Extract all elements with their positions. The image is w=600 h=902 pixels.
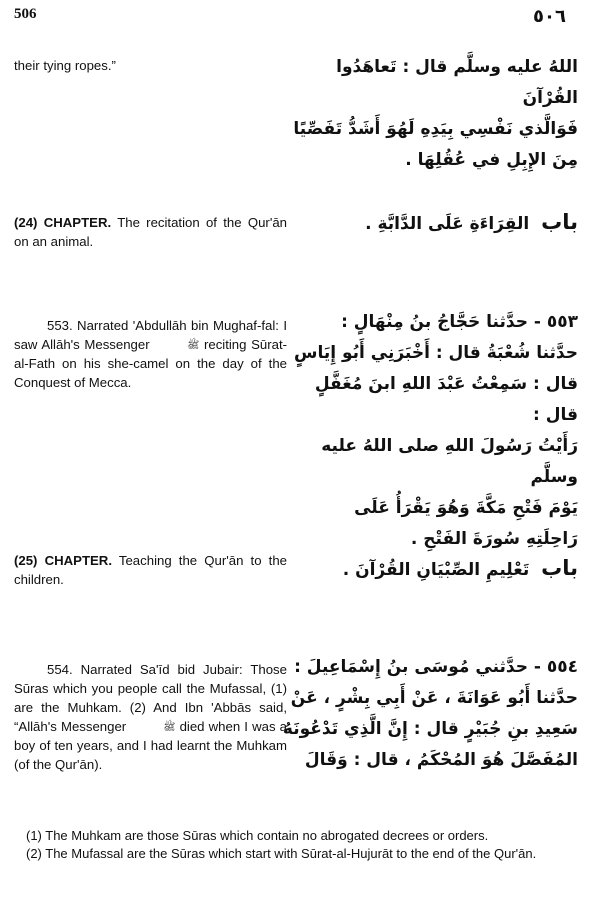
chapter-24-heading [14,213,287,251]
hadith-553-english [14,316,287,392]
hadith-text: died when I was a boy of ten years, and I had learnt the Muhkam (of the Qur'ān). [14,719,287,772]
arabic-line: يَوْمَ فَتْحِ مَكَّةَ وَهُوَ يَقْرَأُ عَلَى [354,498,578,518]
page-number-english: 506 [14,6,37,22]
arabic-line: اللهُ عليه وسلَّم قال : تَعاهَدُوا القُرْآنَ [336,57,578,108]
hadith-554-english [14,660,287,774]
footnotes [26,827,586,863]
chapter-label: (25) CHAPTER. [14,553,112,568]
salutation-glyph: ﷺ [187,339,200,351]
arabic-line: تَعْلِيمِ الصِّبْيَانِ القُرْآنَ . [342,560,530,580]
arabic-line: القِرَاءَةِ عَلَى الدَّابَّةِ . [365,214,530,234]
arabic-continuation [278,52,578,176]
chapter-title: Teaching the Qur'ān to the children. [14,553,287,587]
arabic-line: فَوَالَّذي نَفْسِي بِيَدِهِ لَهُوَ أَشَدُّ تَفَصِّيًا [293,119,578,139]
arabic-chapter-25 [278,553,578,586]
footnote: (1) The Muhkam are those Sūras which contain no abrogated decrees or orders. [26,828,489,843]
arabic-bab: باب [541,210,578,234]
arabic-line: رَأَيْتُ رَسُولَ اللهِ صلى اللهُ عليه وسلَّم [321,436,578,487]
arabic-line: مِنَ الإِبِلِ في عُقُلِهَا . [405,150,578,170]
english-text: their tying ropes.” [14,58,116,73]
arabic-line: رَاحِلَتِهِ سُورَةَ الفَتْحِ . [410,529,578,549]
hadith-text: 553. Narrated 'Abdullāh bin Mughaf-fal: I saw Allāh's Messenger [14,318,287,352]
hadith-text: 554. Narrated Sa'īd bid Jubair: Those Sūras which you people call the Mufassal, (1) are the Muhkam. (2) And Ibn 'Abbās said, “Allāh's Messenger [14,662,287,734]
page-number-arabic: ٥٠٦ [533,6,566,27]
hadith-text: reciting Sūrat-al-Fath on his she-camel on the day of the Conquest of Mecca. [14,337,288,390]
footnote: (2) The Mufassal are the Sūras which start with Sūrat-al-Hujurāt to the end of the Qur'ān. [26,846,537,861]
arabic-line: حدَّثنا شُعْبَةُ قال : أَخْبَرَنِي أَبُو إِيَاسٍ [293,343,578,363]
arabic-line: ٥٥٣ - حدَّثنا حَجَّاجُ بنُ مِنْهَالٍ : [341,312,578,332]
arabic-line: سَعِيدِ بنِ جُبَيْرٍ قال : إِنَّ الَّذِي تَدْعُونَهُ [282,719,578,739]
chapter-title: The recitation of the Qur'ān on an animal. [14,215,288,249]
arabic-line: المُفَصَّلَ هُوَ المُحْكَمُ ، قال : وَقَالَ [304,750,578,770]
arabic-bab: باب [541,556,578,580]
arabic-line: ٥٥٤ - حدَّثني مُوسَى بنُ إِسْمَاعِيلَ : [294,657,578,677]
arabic-line: قال : سَمِعْتُ عَبْدَ اللهِ ابنَ مُغَفَّلٍ قال : [314,374,578,425]
english-continuation [14,56,287,75]
salutation-glyph: ﷺ [163,721,176,733]
arabic-line: حدَّثنا أَبُو عَوَانَةَ ، عَنْ أَبِي بِشْرٍ ، عَنْ [290,688,578,708]
arabic-chapter-24 [278,207,578,240]
hadith-553-arabic [278,307,578,555]
chapter-label: (24) CHAPTER. [14,215,112,230]
chapter-25-heading [14,551,287,589]
hadith-554-arabic [278,652,578,776]
